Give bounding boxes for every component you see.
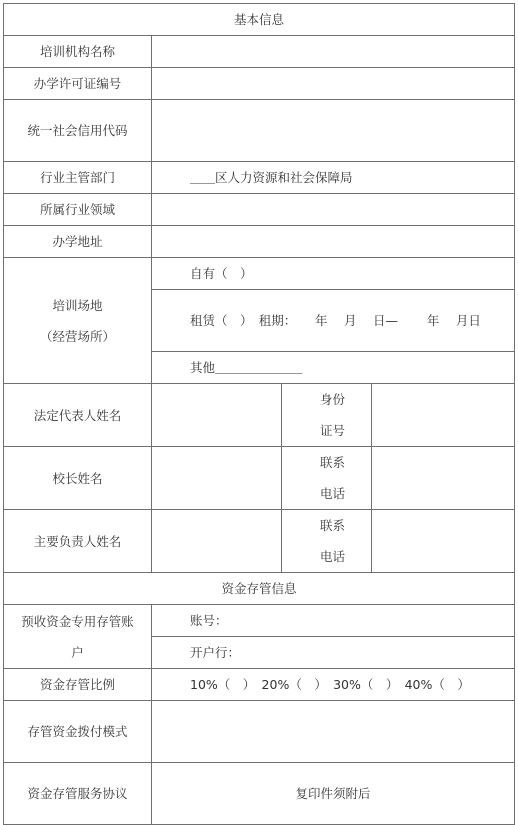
fund-account-row [4,605,515,637]
venue-label-cell [4,258,152,384]
industry-label: 所属行业领域 [4,194,152,226]
fund-payout-label: 存管资金拨付模式 [4,701,152,763]
legal-rep-value[interactable] [152,384,282,447]
org-name-label: 培训机构名称 [4,36,152,68]
training-institution-info-form [3,3,515,825]
credit-code-label: 统一社会信用代码 [4,100,152,162]
address-row [4,226,515,258]
legal-rep-label: 法定代表人姓名 [4,384,152,447]
basic-info-header-row [4,4,515,36]
authority-value: ＿＿区人力资源和社会保障局 [152,162,515,194]
fund-agreement-label: 资金存管服务协议 [4,763,152,825]
fund-payout-row [4,701,515,763]
fund-ratio-label: 资金存管比例 [4,669,152,701]
venue-owned-row [4,258,515,290]
principal-phone-label: 联系电话 [282,447,372,510]
venue-other-option[interactable]: 其他＿＿＿＿＿＿＿ [152,352,515,384]
org-name-value[interactable] [152,36,515,68]
basic-info-section-title: 基本信息 [4,4,515,36]
license-no-label: 办学许可证编号 [4,68,152,100]
fund-info-header-row [4,573,515,605]
venue-owned-option[interactable]: 自有（ ） [152,258,515,290]
org-name-row [4,36,515,68]
legal-rep-row [4,384,515,447]
venue-label: 培训场地 [52,297,103,313]
authority-row [4,162,515,194]
fund-info-section-title: 资金存管信息 [4,573,515,605]
license-no-value[interactable] [152,68,515,100]
authority-label: 行业主管部门 [4,162,152,194]
venue-sublabel: （经营场所） [39,328,115,344]
manager-label: 主要负责人姓名 [4,510,152,573]
venue-rented-option[interactable]: 租赁（ ） 租期： 年 月 日— 年 月日 [152,290,515,352]
credit-code-value[interactable] [152,100,515,162]
fund-account-label: 预收资金专用存管账户 [4,605,152,669]
fund-payout-value[interactable] [152,701,515,763]
fund-agreement-row [4,763,515,825]
principal-row [4,447,515,510]
manager-phone-label: 联系电话 [282,510,372,573]
principal-label: 校长姓名 [4,447,152,510]
industry-value[interactable] [152,194,515,226]
manager-row [4,510,515,573]
id-no-label: 身份证号 [282,384,372,447]
fund-bank[interactable]: 开户行： [152,637,515,669]
industry-row [4,194,515,226]
manager-value[interactable] [152,510,282,573]
id-no-value[interactable] [372,384,515,447]
fund-ratio-options[interactable]: 10%（ ） 20%（ ） 30%（ ） 40%（ ） [152,669,515,701]
address-label: 办学地址 [4,226,152,258]
manager-phone-value[interactable] [372,510,515,573]
credit-code-row [4,100,515,162]
fund-account-no[interactable]: 账号： [152,605,515,637]
principal-phone-value[interactable] [372,447,515,510]
fund-agreement-value: 复印件须附后 [152,763,515,825]
address-value[interactable] [152,226,515,258]
license-row [4,68,515,100]
principal-value[interactable] [152,447,282,510]
fund-ratio-row [4,669,515,701]
